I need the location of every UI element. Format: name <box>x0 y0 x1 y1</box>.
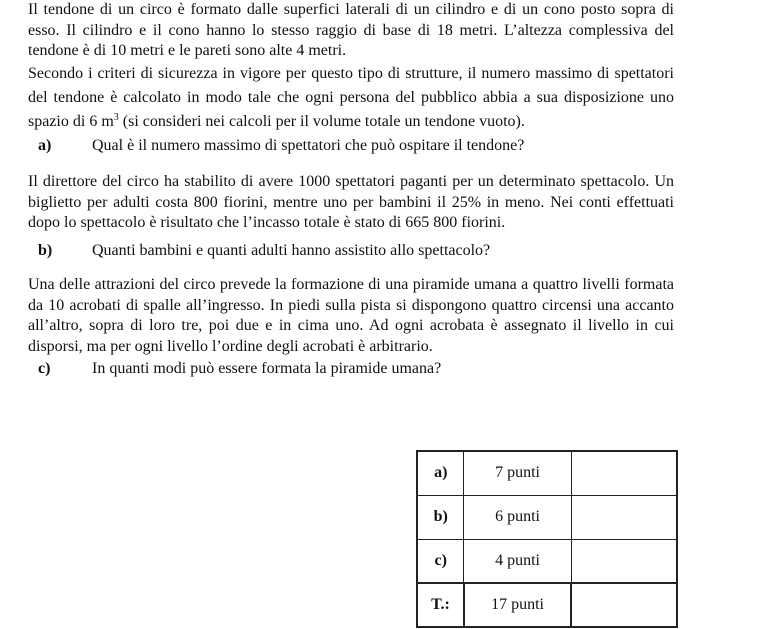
score-row-earned-cell <box>571 495 677 539</box>
score-row-c <box>417 539 677 583</box>
score-row-label: a) <box>417 451 464 495</box>
score-row-points: 4 punti <box>464 539 571 583</box>
score-row-earned-cell <box>571 539 677 583</box>
question-a-text: Qual è il numero massimo di spettatori che può ospitare il tendone? <box>92 136 525 154</box>
question-b-label: b) <box>38 241 53 259</box>
question-c-text: In quanti modi può essere formata la piramide umana? <box>92 360 442 377</box>
score-row-earned-cell <box>571 451 677 495</box>
score-row-b <box>417 495 677 539</box>
question-c <box>28 359 674 380</box>
question-b <box>28 241 674 262</box>
intro-paragraph-2 <box>28 62 674 134</box>
cubic-exponent: 3 <box>113 111 119 123</box>
score-row-a <box>417 451 677 495</box>
score-table <box>416 450 678 628</box>
question-c-label: c) <box>38 360 51 377</box>
section-b-paragraph: Il direttore del circo ha stabilito di avere 1000 spettatori paganti per un determinato spettacolo. Un biglietto per adulti costa 800 fiorini, mentre uno per bambini il 25% in meno. Nei conti effettuati dopo lo spettacolo è risultato che l’incasso totale è stato di 665 800 fiorini. <box>28 173 674 231</box>
score-row-total <box>417 583 677 627</box>
question-b-text: Quanti bambini e quanti adulti hanno assistito allo spettacolo? <box>92 241 491 259</box>
intro-paragraph-2-tail: (si consideri nei calcoli per il volume totale un tendone vuoto). <box>118 112 525 130</box>
score-row-points: 7 punti <box>464 451 571 495</box>
score-row-points: 6 punti <box>464 495 571 539</box>
section-c-paragraph: Una delle attrazioni del circo prevede la formazione di una piramide umana a quattro livelli formata da 10 acrobati di spalle all’ingresso. In piedi sulla pista si dispongono quattro circensi una accanto all’altro, sopra di loro tre, poi due e in cima uno. Ad ogni acrobata è assegnato il livello in cui disporsi, ma per ogni livello l’ordine degli acrobati è arbitrario. <box>28 276 674 355</box>
question-a <box>28 136 674 157</box>
score-total-earned-cell <box>571 583 677 627</box>
intro-paragraph-2-text: Secondo i criteri di sicurezza in vigore per questo tipo di strutture, il numero massimo di spettatori del tendone è calcolato in modo tale che ogni persona del pubblico abbia a sua disposizione uno spazio di 6 m <box>28 64 674 130</box>
score-total-label: T.: <box>417 583 464 627</box>
score-row-label: b) <box>417 495 464 539</box>
score-row-label: c) <box>417 539 464 583</box>
score-total-points: 17 punti <box>464 583 571 627</box>
intro-paragraph-1: Il tendone di un circo è formato dalle superfici laterali di un cilindro e di un cono posto sopra di esso. Il cilindro e il cono hanno lo stesso raggio di base di 18 metri. L’altezza complessiva del tendone è di 10 metri e le pareti sono alte 4 metri. <box>28 1 674 59</box>
question-a-label: a) <box>38 136 52 154</box>
exam-page <box>28 0 674 380</box>
